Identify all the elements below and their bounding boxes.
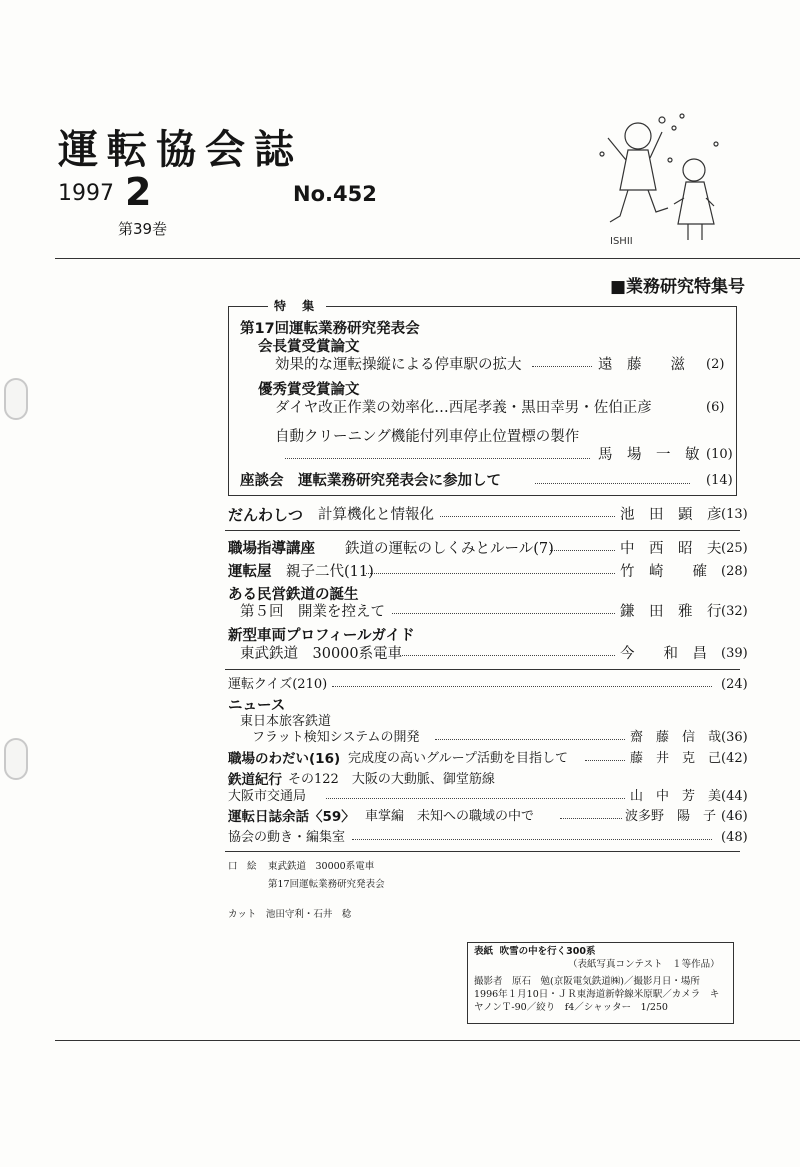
article-author: 今 和 昌 [620,646,707,662]
article-title: 運転クイズ(210) [228,677,328,692]
article-author: 池 田 顕 彦 [620,507,722,523]
page-number: (10) [706,447,733,462]
article-author: 藤 井 克 己 [630,751,722,766]
page-number: (2) [706,357,725,372]
article-author: 波多野 陽 子 [625,809,717,824]
leader-dots [352,839,712,840]
article-author: 齋 藤 信 哉 [630,730,722,745]
article-title: 東武鉄道 30000系電車 [240,646,403,662]
series-label: ある民営鉄道の誕生 [228,587,359,603]
article-title: 鉄道の運転のしくみとルール(7) [345,541,554,557]
page-number: (42) [721,751,748,766]
divider [55,258,800,259]
cut-credit: カット 池田守利・石井 稔 [228,909,352,920]
article-title: 効果的な運転操縦による停車駅の拡大 [275,357,522,373]
divider [225,669,740,670]
article-title: 車掌編 未知への職域の中で [365,809,535,824]
divider [225,530,740,531]
binder-hole [4,378,28,420]
page-number: (32) [721,604,748,619]
leader-dots [332,686,712,687]
cover-credit-line: 1996年１月10日・ＪＲ東海道新幹線米原駅／カメラ キ [474,989,720,1000]
series-label: 運転屋 [228,564,272,580]
article-title: 協会の動き・編集室 [228,830,346,845]
page-number: (39) [721,646,748,661]
page-number: (46) [721,809,748,824]
page-number: (28) [721,564,748,579]
issue-no: No.452 [293,182,377,206]
frontispiece-item: 第17回運転業務研究発表会 [268,879,385,890]
leader-dots [560,818,622,819]
frontispiece-label: 口 絵 [228,861,257,872]
roundtable-title: 座談会 運転業務研究発表会に参加して [240,473,501,489]
award-president: 会長賞受賞論文 [258,339,360,355]
feature-label: 特 集 [268,297,326,314]
feature-event: 第17回運転業務研究発表会 [240,321,420,337]
article-author: 馬 場 一 敏 [598,447,700,463]
year: 1997 [58,181,114,206]
leader-dots [440,516,615,517]
special-issue-title: ■業務研究特集号 [609,277,745,297]
series-label: だんわしつ [228,506,304,524]
leader-dots [366,573,615,574]
divider [225,851,740,852]
article-subtitle: フラット検知システムの開発 [252,730,420,745]
leader-dots [392,613,615,614]
leader-dots [585,760,625,761]
article-title: 計算機化と情報化 [318,507,434,523]
leader-dots [285,458,590,459]
magazine-title: 運転協会誌 [58,127,303,173]
page-number: (24) [721,677,748,692]
page-number: (44) [721,789,748,804]
series-label: 新型車両プロフィールガイド [228,628,415,644]
article-author: 遠 藤 滋 [598,357,685,373]
article-title: 自動クリーニング機能付列車停止位置標の製作 [275,429,580,445]
article-title: その122 大阪の大動脈、御堂筋線 [288,772,495,787]
leader-dots [535,483,690,484]
series-label: 職場指導講座 [228,541,315,557]
article-title: 第５回 開業を控えて [240,604,385,620]
series-label: 運転日誌余話〈59〉 [228,809,355,825]
cover-credit-line: 撮影者 原石 勉(京阪電気鉄道㈱)／撮影月日・場所 [474,976,700,987]
page-number: (36) [721,730,748,745]
cover-contest: （表紙写真コンテスト １等作品） [568,959,720,970]
leader-dots [550,550,615,551]
cartoon-illustration [590,98,730,248]
article-author: 中 西 昭 夫 [620,541,722,557]
cover-title: 吹雪の中を行く300系 [499,946,596,957]
award-excellence: 優秀賞受賞論文 [258,382,360,398]
bottom-divider [55,1040,800,1041]
page-number: (6) [706,400,725,415]
issue-number: 2 [125,170,152,214]
leader-dots [326,798,625,799]
frontispiece-item: 東武鉄道 30000系電車 [268,861,375,872]
article-title: 完成度の高いグループ活動を目指して [348,751,568,766]
series-label: 鉄道紀行 [228,772,282,788]
artist-signature: ISHII [610,236,633,247]
leader-dots [532,366,592,367]
volume: 第39巻 [118,220,168,238]
page-number: (48) [721,830,748,845]
cover-caption-box [467,942,734,1024]
article-title: 親子二代(11) [286,564,374,580]
article-author: 竹 崎 確 [620,564,707,580]
article-title: 東日本旅客鉄道 [240,714,332,729]
series-label: 職場のわだい(16) [228,751,341,767]
article-author: 山 中 芳 美 [630,789,722,804]
cover-credit-line: ヤノンＴ-90／絞り f4／シャッター 1/250 [474,1002,668,1013]
leader-dots [400,655,615,656]
binder-hole [4,738,28,780]
article-author: 鎌 田 雅 行 [620,604,722,620]
page-number: (13) [721,507,748,522]
article-title: ダイヤ改正作業の効率化…西尾孝義・黒田幸男・佐伯正彦 [275,400,652,416]
cover-label: 表紙 [474,946,494,957]
page-number: (14) [706,473,733,488]
leader-dots [435,739,625,740]
article-subtitle: 大阪市交通局 [228,789,307,804]
series-label: ニュース [228,698,286,714]
page-number: (25) [721,541,748,556]
